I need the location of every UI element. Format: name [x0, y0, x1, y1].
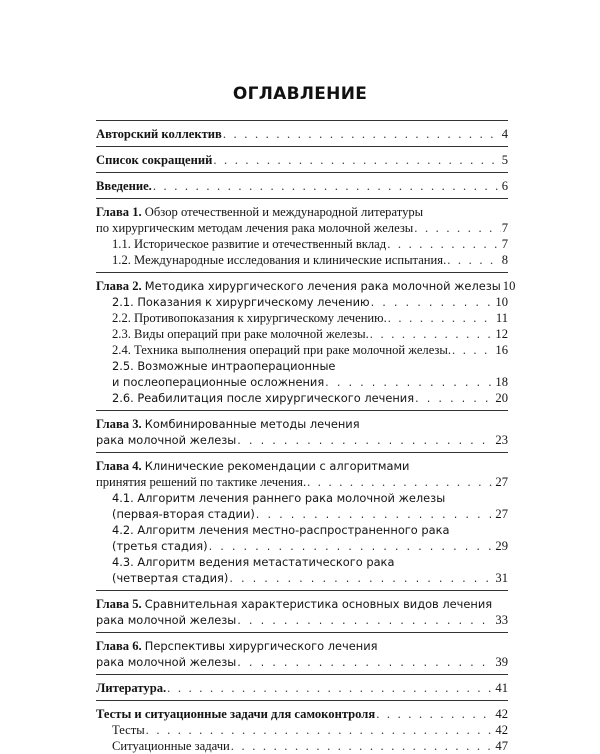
page-number: 12: [495, 327, 508, 341]
toc-subentry[interactable]: [96, 554, 508, 570]
page-number: 31: [495, 571, 508, 585]
page-number: 27: [495, 475, 508, 489]
toc-section: [96, 178, 508, 194]
toc-entry[interactable]: [96, 416, 508, 432]
toc-entry-label: Введение.: [96, 179, 152, 193]
page-number: 11: [495, 311, 508, 325]
toc-entry-label: 2.2. Противопоказания к хирургическому лечению.: [112, 311, 387, 325]
dot-leader: [387, 236, 501, 252]
toc-subentry[interactable]: [96, 570, 508, 586]
toc-entry[interactable]: [96, 706, 508, 722]
toc-entry[interactable]: [96, 612, 508, 628]
toc-section: [96, 638, 508, 670]
toc-subentry[interactable]: [96, 490, 508, 506]
toc-entry[interactable]: [96, 220, 508, 236]
dot-leader: [213, 152, 500, 168]
toc-entry-label: Тесты: [112, 723, 145, 737]
toc-entry-label: рака молочной железы: [96, 613, 237, 627]
section-divider: [96, 632, 508, 633]
toc-entry[interactable]: [96, 126, 508, 142]
toc-section: [96, 458, 508, 586]
toc-entry-label: 2.6. Реабилитация после хирургического лечения: [112, 391, 415, 405]
toc-entry-label: 2.5. Возможные интраоперационные: [112, 359, 336, 373]
dot-leader: [223, 126, 501, 142]
dot-leader: [146, 722, 495, 738]
section-divider: [96, 172, 508, 173]
toc-entry-label: по хирургическим методам лечения рака молочной железы: [96, 221, 414, 235]
toc-entry[interactable]: [96, 680, 508, 696]
toc-entry-label: принятия решений по тактике лечения.: [96, 475, 307, 489]
dot-leader: [229, 570, 494, 586]
page-number: 20: [495, 391, 508, 405]
toc-entry-label: Глава 4. Клинические рекомендации с алгоритмами: [96, 459, 410, 473]
toc-entry[interactable]: [96, 596, 508, 612]
toc-subentry[interactable]: [96, 522, 508, 538]
toc-entry-label: Глава 3. Комбинированные методы лечения: [96, 417, 360, 431]
dot-leader: [376, 706, 494, 722]
toc-entry-label: и послеоперационные осложнения: [112, 375, 325, 389]
dot-leader: [452, 342, 494, 358]
page-title: ОГЛАВЛЕНИЕ: [232, 84, 368, 104]
toc-entry[interactable]: [96, 654, 508, 670]
dot-leader: [237, 654, 494, 670]
toc-entry[interactable]: [96, 638, 508, 654]
toc-entry-label: 4.1. Алгоритм лечения раннего рака молочной железы: [112, 491, 446, 505]
toc-subentry[interactable]: [96, 738, 508, 754]
dot-leader: [256, 506, 495, 522]
table-of-contents: [96, 116, 516, 754]
dot-leader: [237, 432, 494, 448]
toc-entry-label: Глава 1. Обзор отечественной и международной литературы: [96, 205, 424, 219]
dot-leader: [325, 374, 494, 390]
toc-entry-label: Тесты и ситуационные задачи для самоконтроля: [96, 707, 376, 721]
toc-subentry[interactable]: [96, 310, 508, 326]
page-number: 47: [495, 739, 508, 753]
toc-entry-label: (третья стадия): [112, 539, 208, 553]
toc-subentry[interactable]: [96, 294, 508, 310]
dot-leader: [167, 680, 494, 696]
chapter-number: Глава 4.: [96, 459, 145, 473]
page-number: 42: [495, 723, 508, 737]
toc-subentry[interactable]: [96, 326, 508, 342]
page-number: 10: [495, 295, 508, 309]
toc-entry-label: Ситуационные задачи: [112, 739, 230, 753]
page-number: 29: [495, 539, 508, 553]
chapter-number: Глава 3.: [96, 417, 145, 431]
dot-leader: [370, 326, 495, 342]
toc-entry-label: 1.2. Международные исследования и клинические испытания.: [112, 253, 447, 267]
toc-entry-label: рака молочной железы: [96, 655, 237, 669]
toc-subentry[interactable]: [96, 506, 508, 522]
toc-entry-label: (первая-вторая стадии): [112, 507, 255, 521]
section-divider: [96, 198, 508, 199]
toc-subentry[interactable]: [96, 252, 508, 268]
toc-section: [96, 680, 508, 696]
toc-entry-label: Литература.: [96, 681, 167, 695]
page-number: 42: [495, 707, 508, 721]
section-divider: [96, 272, 508, 273]
page-number: 4: [501, 127, 508, 141]
toc-entry[interactable]: [96, 152, 508, 168]
toc-entry-label: Список сокращений: [96, 153, 213, 167]
dot-leader: [447, 252, 500, 268]
page-number: 33: [495, 613, 508, 627]
toc-section: [96, 204, 508, 268]
dot-leader: [415, 390, 494, 406]
toc-entry-label: (четвертая стадия): [112, 571, 229, 585]
toc-entry[interactable]: [96, 474, 508, 490]
page-number: 18: [495, 375, 508, 389]
toc-subentry[interactable]: [96, 390, 508, 406]
section-divider: [96, 146, 508, 147]
toc-subentry[interactable]: [96, 236, 508, 252]
page-number: 8: [501, 253, 508, 267]
page-number: 7: [501, 221, 508, 235]
section-divider: [96, 410, 508, 411]
page-number: 5: [501, 153, 508, 167]
chapter-number: Глава 5.: [96, 597, 145, 611]
toc-entry[interactable]: [96, 458, 508, 474]
toc-entry-label: 4.3. Алгоритм ведения метастатического рака: [112, 555, 395, 569]
toc-section: [96, 416, 508, 448]
dot-leader: [153, 178, 501, 194]
page-number: 6: [501, 179, 508, 193]
page-number: 7: [501, 237, 508, 251]
page-number: 10: [502, 279, 516, 293]
dot-leader: [231, 738, 495, 754]
dot-leader: [209, 538, 495, 554]
toc-entry-label: рака молочной железы: [96, 433, 237, 447]
dot-leader: [414, 220, 500, 236]
toc-subentry[interactable]: [96, 722, 508, 738]
chapter-number: Глава 2.: [96, 279, 145, 293]
toc-entry[interactable]: [96, 204, 508, 220]
dot-leader: [307, 474, 494, 490]
toc-subentry[interactable]: [96, 342, 508, 358]
chapter-number: Глава 1.: [96, 205, 145, 219]
toc-entry-label: 2.4. Техника выполнения операций при раке молочной железы.: [112, 343, 452, 357]
toc-entry-label: Авторский коллектив: [96, 127, 222, 141]
page-number: 23: [495, 433, 508, 447]
toc-entry-label: 2.3. Виды операций при раке молочной железы.: [112, 327, 369, 341]
toc-section: [96, 126, 508, 142]
toc-entry-label: 4.2. Алгоритм лечения местно-распространенного рака: [112, 523, 450, 537]
page-number: 27: [495, 507, 508, 521]
section-divider: [96, 452, 508, 453]
dot-leader: [371, 294, 495, 310]
toc-section: [96, 596, 508, 628]
toc-subentry[interactable]: [96, 374, 508, 390]
section-divider: [96, 590, 508, 591]
section-divider: [96, 674, 508, 675]
chapter-number: Глава 6.: [96, 639, 145, 653]
page-number: 39: [495, 655, 508, 669]
toc-entry-label: Глава 5. Сравнительная характеристика основных видов лечения: [96, 597, 493, 611]
toc-subentry[interactable]: [96, 358, 508, 374]
toc-entry[interactable]: [96, 278, 516, 294]
toc-section: [96, 152, 508, 168]
page-number: 41: [495, 681, 508, 695]
toc-subentry[interactable]: [96, 538, 508, 554]
toc-entry[interactable]: [96, 432, 508, 448]
toc-entry-label: Глава 6. Перспективы хирургического лечения: [96, 639, 378, 653]
toc-entry-label: Глава 2. Методика хирургического лечения рака молочной железы: [96, 279, 501, 293]
toc-section: [96, 278, 516, 406]
dot-leader: [237, 612, 494, 628]
toc-entry-label: 2.1. Показания к хирургическому лечению: [112, 295, 370, 309]
toc-entry-label: 1.1. Историческое развитие и отечественный вклад: [112, 237, 387, 251]
toc-section: [96, 706, 508, 754]
section-divider: [96, 120, 508, 121]
toc-entry[interactable]: [96, 178, 508, 194]
section-divider: [96, 700, 508, 701]
dot-leader: [388, 310, 495, 326]
page-number: 16: [495, 343, 508, 357]
